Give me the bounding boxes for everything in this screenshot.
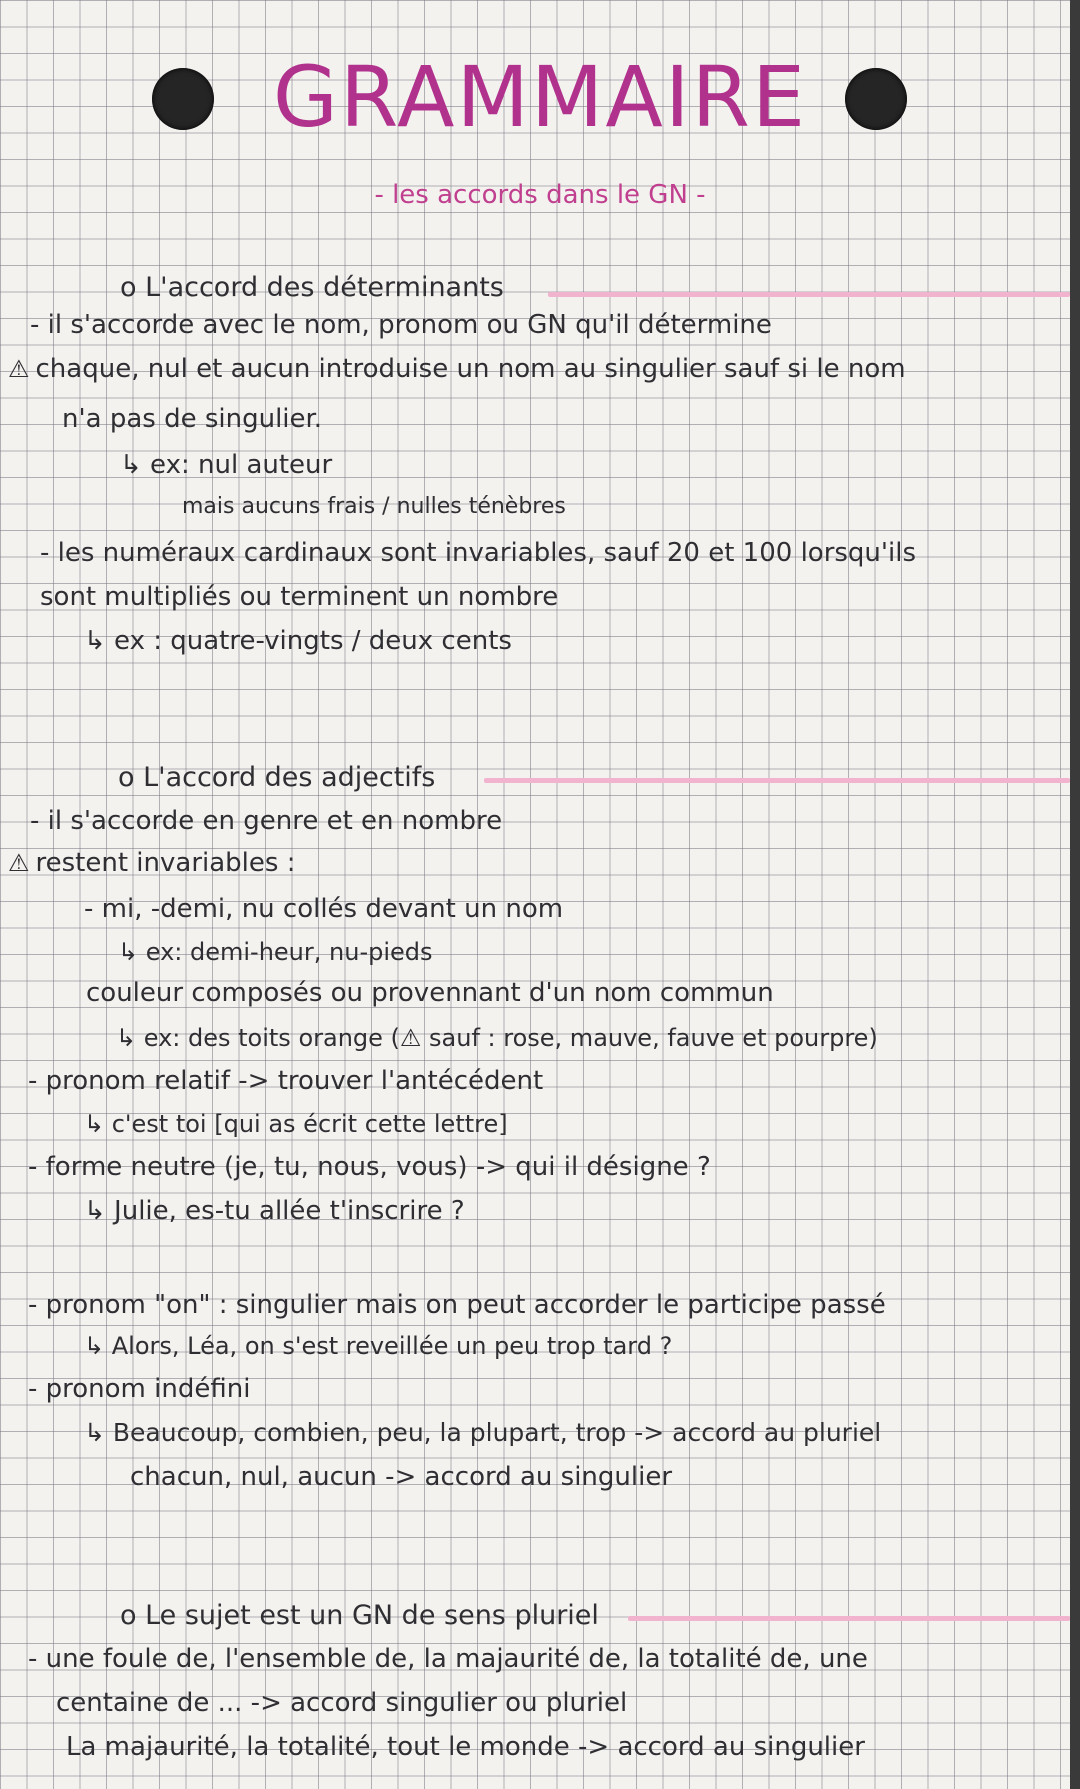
example-line: ↳ Julie, es-tu allée t'inscrire ? [84, 1196, 465, 1226]
page-title: GRAMMAIRE [272, 48, 808, 146]
example-line: mais aucuns frais / nulles ténèbres [182, 494, 566, 519]
note-line: - il s'accorde avec le nom, pronom ou GN qu'il détermine [30, 310, 772, 340]
note-line: n'a pas de singulier. [62, 404, 323, 434]
section-heading-plural-subject: o Le sujet est un GN de sens pluriel [120, 1600, 599, 1631]
note-line: centaine de ... -> accord singulier ou pluriel [56, 1688, 628, 1718]
note-line: - forme neutre (je, tu, nous, vous) -> qui il désigne ? [28, 1152, 711, 1182]
note-line: - il s'accorde en genre et en nombre [30, 806, 503, 836]
note-line: couleur composés ou provennant d'un nom commun [86, 978, 774, 1008]
example-line: ↳ c'est toi [qui as écrit cette lettre] [84, 1110, 508, 1138]
example-line: chacun, nul, aucun -> accord au singulier [130, 1462, 673, 1492]
note-line: - pronom indéfini [28, 1374, 251, 1404]
highlight-rule [628, 1616, 1070, 1621]
example-line: ↳ ex: nul auteur [120, 450, 333, 480]
warning-icon: ⚠ [8, 849, 30, 877]
note-line: - pronom relatif -> trouver l'antécédent [28, 1066, 544, 1096]
example-line: ↳ ex: demi-heur, nu-pieds [118, 938, 433, 966]
note-line: - une foule de, l'ensemble de, la majaurité de, la totalité de, une [28, 1644, 868, 1674]
example-line: ↳ Alors, Léa, on s'est reveillée un peu trop tard ? [84, 1332, 673, 1360]
note-line: La majaurité, la totalité, tout le monde -> accord au singulier [66, 1732, 865, 1762]
example-line: ↳ ex : quatre-vingts / deux cents [84, 626, 512, 656]
example-line: ↳ Beaucoup, combien, peu, la plupart, trop -> accord au pluriel [84, 1418, 882, 1447]
note-line: ⚠ restent invariables : [8, 848, 296, 878]
note-line: - mi, -demi, nu collés devant un nom [84, 894, 564, 924]
section-heading-determinants: o L'accord des déterminants [120, 272, 504, 303]
highlight-rule [548, 292, 1070, 297]
note-line: - pronom "on" : singulier mais on peut accorder le participe passé [28, 1290, 886, 1320]
note-line: ⚠ chaque, nul et aucun introduise un nom au singulier sauf si le nom [8, 354, 906, 384]
paper-edge [1070, 0, 1080, 1789]
section-heading-adjectives: o L'accord des adjectifs [118, 762, 436, 793]
example-line: ↳ ex: des toits orange (⚠ sauf : rose, mauve, fauve et pourpre) [116, 1024, 878, 1052]
warning-icon: ⚠ [8, 355, 30, 383]
note-line: sont multipliés ou terminent un nombre [40, 582, 559, 612]
highlight-rule [484, 778, 1070, 783]
page-subtitle: - les accords dans le GN - [374, 180, 706, 210]
note-line: - les numéraux cardinaux sont invariables, sauf 20 et 100 lorsqu'ils [40, 538, 917, 568]
